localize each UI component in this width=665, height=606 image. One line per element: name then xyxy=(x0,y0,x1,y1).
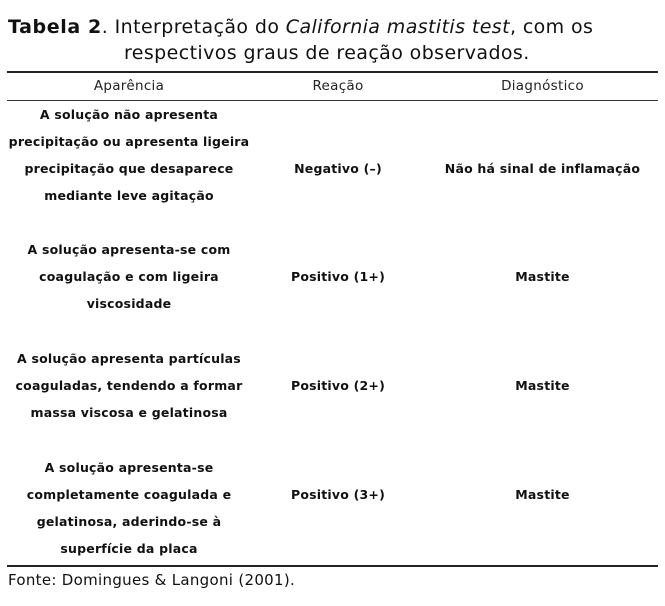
appearance-line: coagulação e com ligeira xyxy=(39,269,219,284)
appearance-line: superfície da placa xyxy=(60,541,198,556)
table-row xyxy=(7,236,658,317)
caption-line-2: respectivos graus de reação observados. xyxy=(124,42,530,64)
appearance-line: viscosidade xyxy=(86,296,172,311)
table-bottom-rule xyxy=(7,565,658,567)
reaction-cell: Positivo (3+) xyxy=(290,487,386,502)
diagnosis-cell: Mastite xyxy=(515,378,570,393)
appearance-line: mediante leve agitação xyxy=(44,188,214,203)
appearance-line: massa viscosa e gelatinosa xyxy=(30,405,228,420)
appearance-line: A solução apresenta-se com xyxy=(27,242,231,257)
appearance-line: A solução apresenta-se xyxy=(44,460,214,475)
header-appearance: Aparência xyxy=(93,78,165,94)
table-top-rule xyxy=(7,71,658,73)
appearance-line: gelatinosa, aderindo-se à xyxy=(36,514,222,529)
reaction-cell: Positivo (1+) xyxy=(290,269,386,284)
appearance-cell xyxy=(7,101,251,209)
diagnosis-cell: Não há sinal de inflamação xyxy=(444,161,641,176)
appearance-line: precipitação que desaparece xyxy=(24,161,234,176)
table-caption xyxy=(8,14,656,66)
table-row xyxy=(7,345,658,426)
table-row xyxy=(7,454,658,562)
reaction-cell: Negativo (–) xyxy=(294,161,382,176)
appearance-line: completamente coagulada e xyxy=(26,487,232,502)
caption-text-after: , com os xyxy=(509,16,594,38)
header-diagnosis: Diagnóstico xyxy=(501,78,584,94)
appearance-cell xyxy=(7,454,251,562)
caption-italic-term: California mastitis test xyxy=(285,16,510,38)
source-note: Fonte: Domingues & Langoni (2001). xyxy=(8,571,296,589)
diagnosis-cell: Mastite xyxy=(515,269,570,284)
table-label: Tabela 2 xyxy=(8,16,102,38)
appearance-cell xyxy=(7,345,251,426)
table-row xyxy=(7,101,658,209)
appearance-cell xyxy=(7,236,251,317)
appearance-line: A solução não apresenta xyxy=(39,107,219,122)
header-reaction: Reação xyxy=(312,78,364,94)
appearance-line: coaguladas, tendendo a formar xyxy=(15,378,243,393)
caption-text-before: . Interpretação do xyxy=(101,16,286,38)
reaction-cell: Positivo (2+) xyxy=(290,378,386,393)
appearance-line: precipitação ou apresenta ligeira xyxy=(8,134,250,149)
diagnosis-cell: Mastite xyxy=(515,487,570,502)
appearance-line: A solução apresenta partículas xyxy=(17,351,241,366)
